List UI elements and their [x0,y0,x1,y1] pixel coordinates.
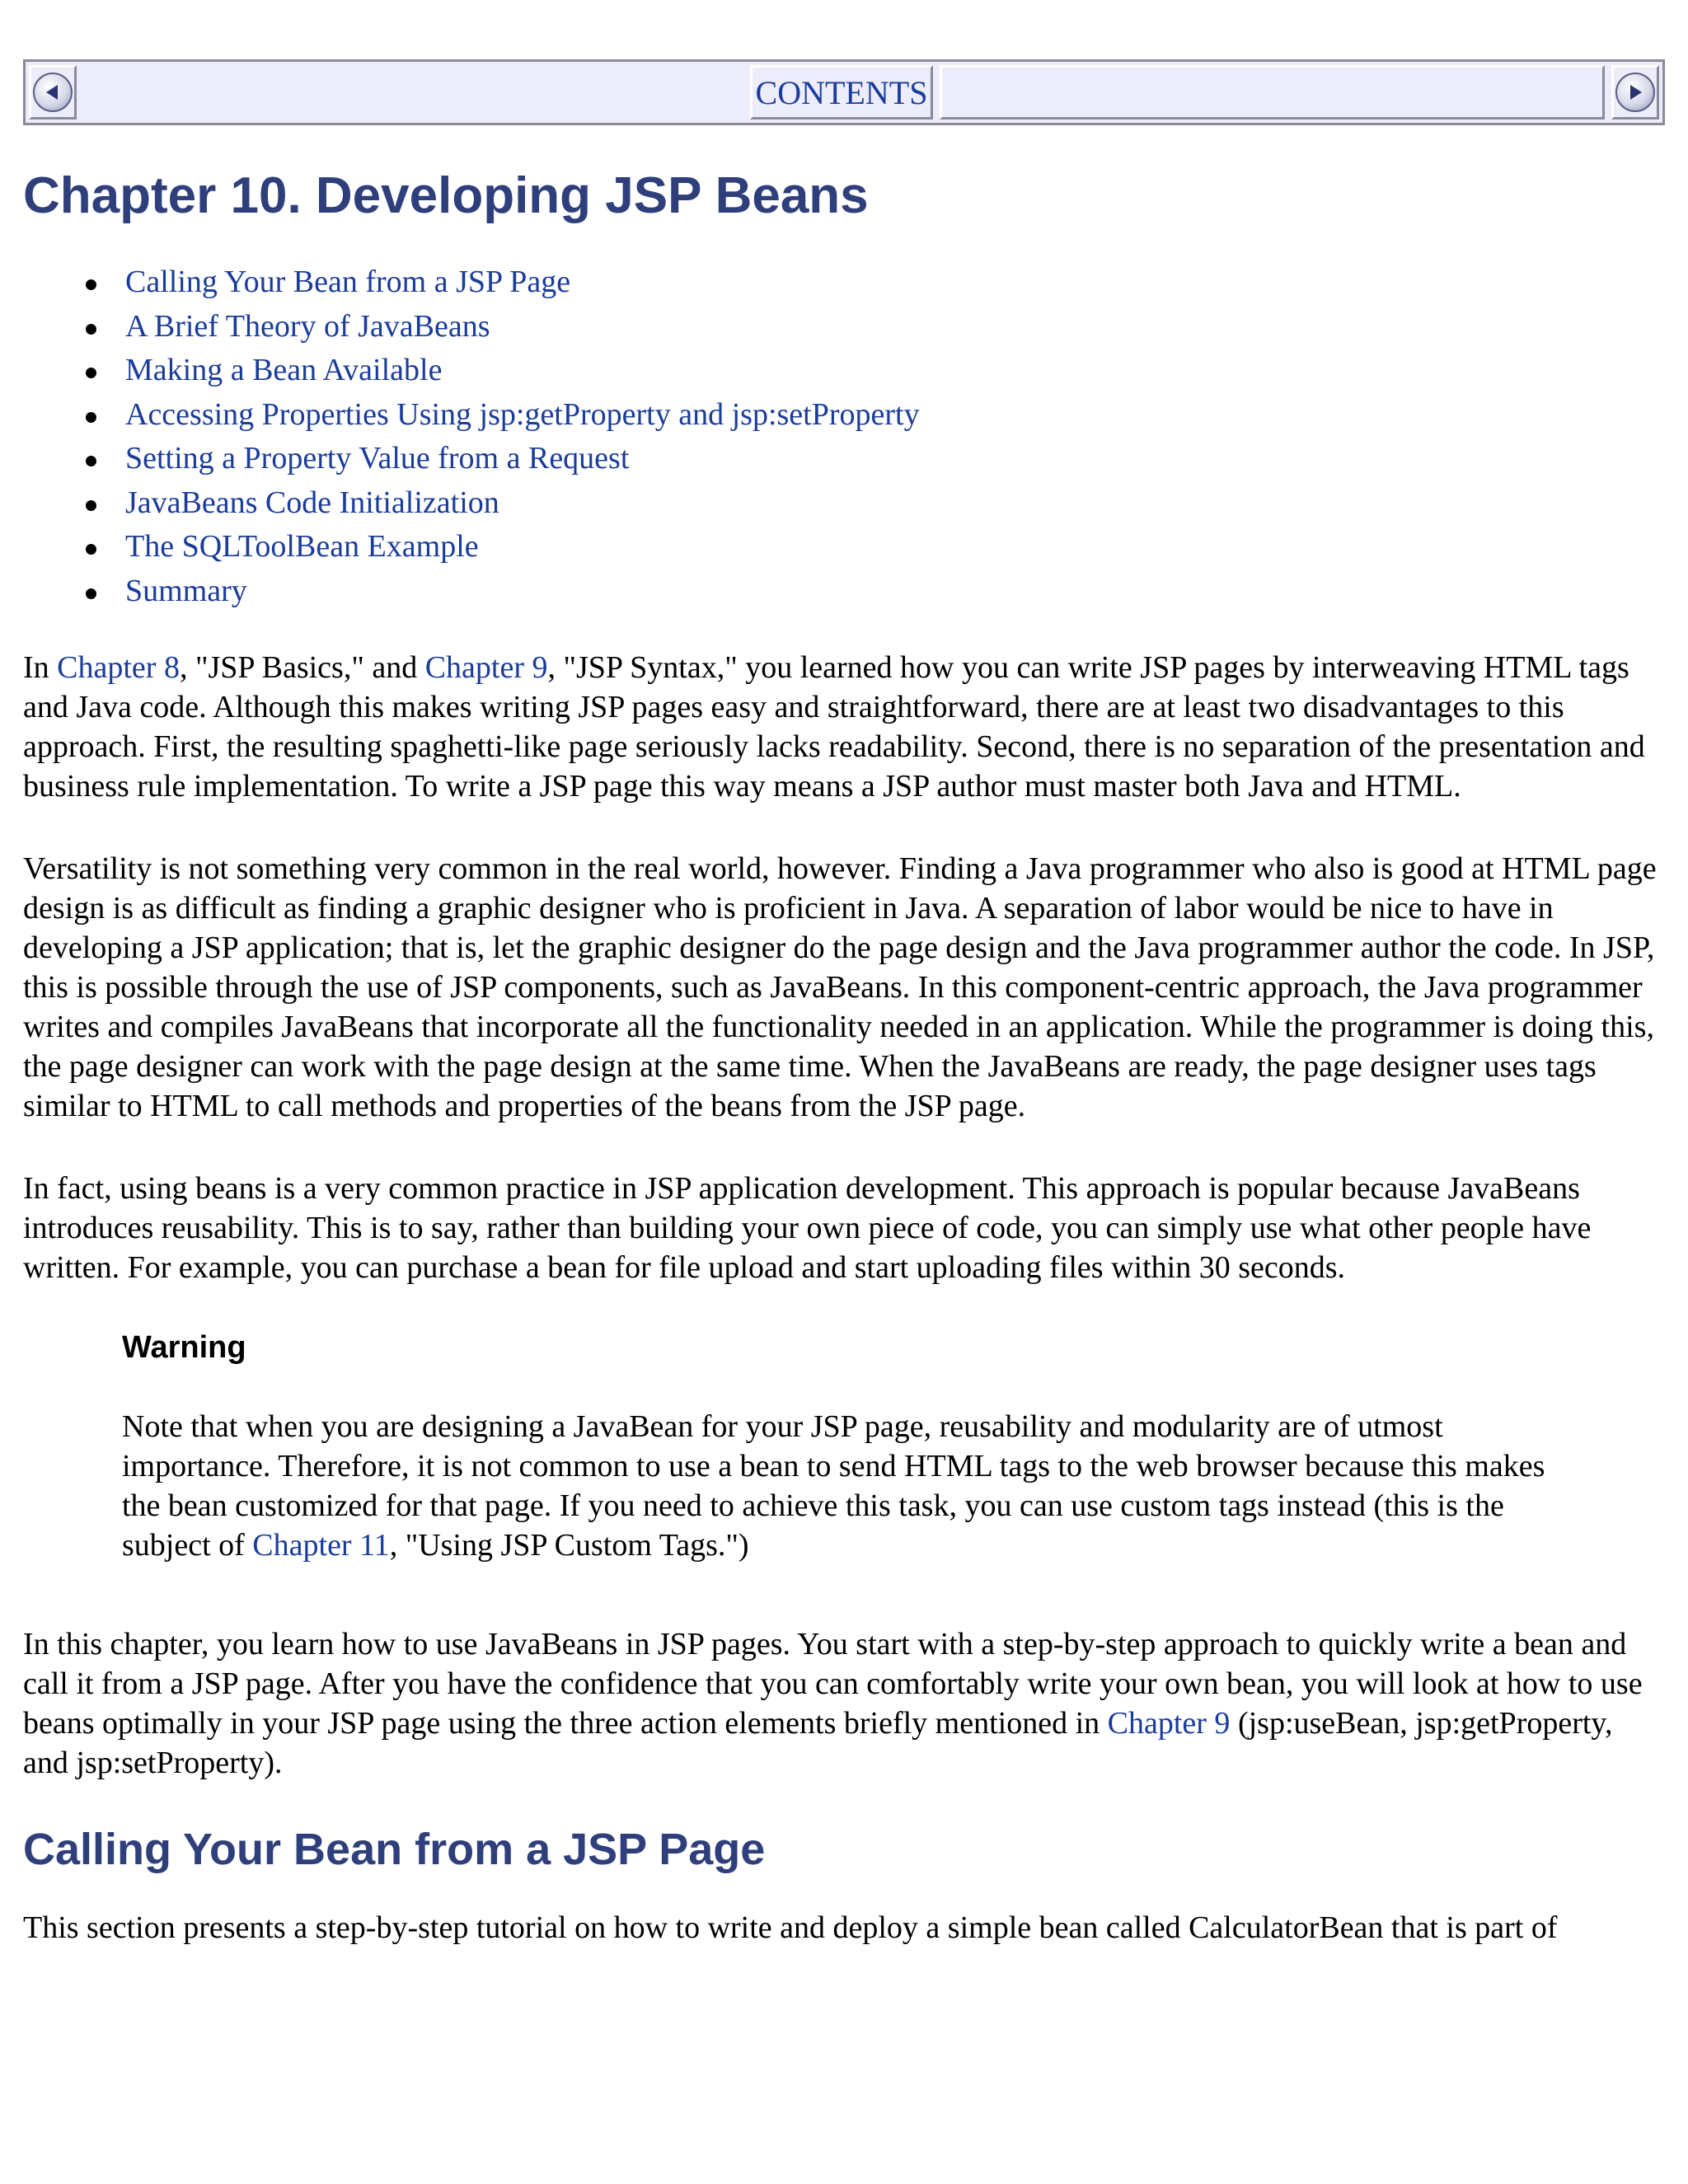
toc-item [125,569,1665,614]
section-intro-paragraph: This section presents a step-by-step tutorial on how to write and deploy a simple bean called CalculatorBean that is part of [23,1910,1558,1945]
chapter-title: Chapter 10. Developing JSP Beans [23,167,869,224]
toc-link-summary[interactable]: Summary [125,573,247,608]
intro-paragraph: In Chapter 8, "JSP Basics," and Chapter 9, "JSP Syntax," you learned how you can write JSP pages by interweaving HTML tags and Java code. Although this makes writing JSP pages easy and straightforward, there are at least two disadvantages to this approach. First, the resulting spaghetti-like page seriously lacks readability. Second, there is no separation of the presentation and business rule implementation. To write a JSP page this way means a JSP author must master both Java and HTML. [23,650,1645,804]
toc-link-accessing-properties[interactable]: Accessing Properties Using jsp:getProperty and jsp:setProperty [125,396,920,432]
table-of-contents [23,260,1665,613]
warning-text: Note that when you are designing a JavaBean for your JSP page, reusability and modularity are of utmost importance. Therefore, it is not common to use a bean to send HTML tags to the web browser because this makes the bean customized for that page. If you need to achieve this task, you can use custom tags instead (this is the subject of Chapter 11, "Using JSP Custom Tags.") [122,1409,1545,1563]
section-title: Calling Your Bean from a JSP Page [23,1825,766,1875]
toc-item [125,437,1665,481]
toc-link-calling-bean[interactable]: Calling Your Bean from a JSP Page [125,265,571,300]
toc-item [125,349,1665,393]
right-arrow-icon [1615,73,1655,112]
toc-link-setting-property[interactable]: Setting a Property Value from a Request [125,441,630,476]
toc-link-making-bean-available[interactable]: Making a Bean Available [125,353,443,388]
chapter-9-link[interactable]: Chapter 9 [424,650,548,686]
navigation-bar [23,59,1665,125]
toc-item [125,260,1665,305]
left-arrow-icon [33,73,73,112]
nav-spacer-left [83,65,743,120]
toc-link-brief-theory[interactable]: A Brief Theory of JavaBeans [125,308,490,344]
toc-link-sqltoolbean[interactable]: The SQLToolBean Example [125,529,479,565]
warning-note [122,1330,1573,1565]
toc-link-code-initialization[interactable]: JavaBeans Code Initialization [125,485,499,520]
warning-title: Warning [122,1330,246,1366]
contents-link[interactable] [750,65,933,120]
chapter-8-link[interactable]: Chapter 8 [57,650,180,686]
toc-item [125,305,1665,349]
chapter-9-link-2[interactable]: Chapter 9 [1107,1706,1231,1741]
versatility-paragraph: Versatility is not something very common in the real world, however. Finding a Java programmer who also is good at HTML page design is as difficult as finding a graphic designer who is proficient in Java. A separation of labor would be nice to have in developing a JSP application; that is, let the graphic designer do the page design and the Java programmer author the code. In JSP, this is possible through the use of JSP components, such as JavaBeans. In this component-centric approach, the Java programmer writes and compiles JavaBeans that incorporate all the functionality needed in an application. While the programmer is doing this, the page designer can work with the page design at the same time. When the JavaBeans are ready, the page designer uses tags similar to HTML to call methods and properties of the beans from the JSP page. [23,851,1657,1124]
next-button[interactable] [1611,65,1659,120]
nav-spacer-right [940,65,1605,120]
chapter-11-link[interactable]: Chapter 11 [252,1528,390,1563]
prev-button[interactable] [29,65,77,120]
reusability-paragraph: In fact, using beans is a very common practice in JSP application development. This approach is popular because JavaBeans introduces reusability. This is to say, rather than building your own piece of code, you can simply use what other people have written. For example, you can purchase a bean for file upload and start uploading files within 30 seconds. [23,1171,1592,1286]
contents-label: CONTENTS [755,73,928,111]
page [23,59,1665,1990]
chapter-overview-paragraph: In this chapter, you learn how to use JavaBeans in JSP pages. You start with a step-by-step approach to quickly write a bean and call it from a JSP page. After you have the confidence that you can comfortably write your own bean, you will look at how to use beans optimally in your JSP page using the three action elements briefly mentioned in Chapter 9 (jsp:useBean, jsp:getProperty, and jsp:setProperty). [23,1627,1643,1781]
toc-item [125,481,1665,526]
toc-item [125,525,1665,569]
toc-item [125,393,1665,438]
